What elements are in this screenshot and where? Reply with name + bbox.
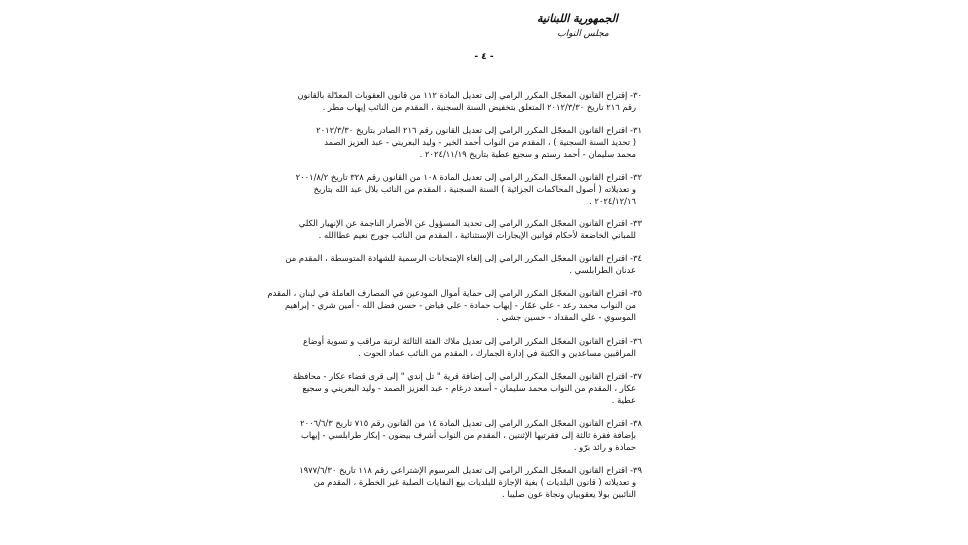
item-line: ٣٨- اقتراح القانون المعجّل المكرر الرامي إلى تعديل المادة ١٤ من القانون رقم ٧١٥ تاريخ ٢٠٠٦/٦/٣ (300, 418, 642, 428)
agenda-item-37 (292, 371, 642, 406)
item-line: ٣٩- اقتراح القانون المعجّل المكرر الرامي إلى تعديل المرسوم الإشتراعي رقم ١١٨ تاريخ ١٩٧٧/٦/٣٠ (299, 465, 642, 475)
item-line: ( تحديد السنة السجنية ) ، المقدم من النواب أحمد الخير - وليد البعريني - عبد العزيز الصمد (324, 136, 636, 147)
letterhead-subtitle: مجلس النواب (557, 29, 609, 39)
agenda-item-36 (302, 336, 642, 360)
agenda-item-35 (267, 288, 642, 323)
agenda-item-38 (300, 418, 642, 453)
item-line: المراقبين مساعدين و الكتبة في إدارة الجمارك ، المقدم من النائب عماد الحوت . (358, 347, 636, 358)
item-line: ٣١- اقتراح القانون المعجّل المكرر الرامي إلى تعديل القانون رقم ٢١٦ الصادر بتاريخ ٢٠١٢/٣/٣٠ (316, 125, 642, 135)
page-number: - ٤ - (474, 52, 494, 62)
item-line: من النواب محمد رعد - علي عمّار - إيهاب حمادة - علي فياض - حسن فضل الله - أمين شري - إبراهيم (284, 299, 636, 310)
item-line: و تعديلاته ( أصول المحاكمات الجزائية ) السنة السجنية ، المقدم من النائب بلال عبد الله بتاريخ (313, 183, 636, 194)
item-line: ٣٠- إقتراح القانون المعجّل المكرر الرامي إلى تعديل المادة ١١٢ من قانون العقوبات المعدّلة بالقانون (297, 90, 642, 100)
letterhead-title: الجمهورية اللبنانية (536, 12, 618, 25)
item-line: ٣٧- اقتراح القانون المعجّل المكرر الرامي إلى إضافة قرية " تل إندي " إلى قرى قضاء عكار - محافظة (292, 371, 642, 381)
item-line: و تعديلاته ( قانون البلديات ) بغية الإجازة للبلديات بيع النفايات الصلبة غير الخطرة ، المقدم من (313, 476, 636, 487)
item-line: ٣٦- اقتراح القانون المعجّل المكرر الرامي إلى تعديل ملاك الفئة الثالثة لرتبة مراقب و تسوية أوضاع (302, 336, 642, 346)
item-line: عدنان الطرابلسي . (569, 264, 636, 275)
item-line: رقم ٢١٦ تاريخ ٢٠١٢/٣/٣٠ المتعلق بتخفيض السنة السجنية ، المقدم من النائب إيهاب مطر . (322, 101, 636, 112)
item-line: ٣٥- اقتراح القانون المعجّل المكرر الرامي إلى حماية أموال المودعين في المصارف العاملة في لبنان ، المقدم (267, 288, 642, 298)
letterhead (536, 12, 618, 40)
agenda-item-32 (295, 172, 642, 207)
item-line: محمد سليمان - أحمد رستم و سجيع عطية بتاريخ ٢٠٢٤/١١/١٩ . (419, 148, 636, 159)
item-line: ٣٤- اقتراح القانون المعجّل المكرر الرامي إلى إلغاء الإمتحانات الرسمية للشهادة المتوسطة ، المقدم من (285, 253, 642, 263)
agenda-item-31 (316, 125, 642, 160)
item-line: ٣٣- اقتراح القانون المعجّل المكرر الرامي إلى تحديد المسؤول عن الأضرار الناجمة عن الإنهيار الكلي (298, 218, 642, 228)
item-line: حمادة و رائد برّو . (573, 441, 636, 452)
item-line: ٣٢- اقتراح القانون المعجّل المكرر الرامي إلى تعديل المادة ١٠٨ من القانون رقم ٣٢٨ تاريخ ٢٠٠١/٨/٢ (295, 172, 642, 182)
item-line: ٢٠٢٤/١٢/١٦ . (589, 195, 636, 206)
agenda-item-33 (298, 218, 642, 242)
agenda-item-39 (299, 465, 642, 500)
item-line: بإضافة فقرة ثالثة إلى فقرتيها الإثنتين ، المقدم من النواب أشرف بيضون - إبكار طرابلسي - إيهاب (300, 429, 636, 440)
agenda-item-34 (285, 253, 642, 277)
item-line: النائبين بولا يعقوبيان ونجاة عون صليبا . (502, 488, 636, 499)
item-line: للمباني الخاضعة لأحكام قوانين الإيجارات الإستثنائية ، المقدم من النائب جورج نعيم عطاالله . (318, 229, 636, 240)
item-line: عكار ، المقدم من النواب محمد سليمان - أسعد درغام - عبد العزيز الصمد - وليد البعريني و سجيع (302, 382, 636, 393)
agenda-item-30 (297, 90, 642, 114)
item-line: الموسوي - علي المقداد - حسين جشي . (496, 311, 636, 322)
item-line: عطية . (611, 394, 636, 405)
